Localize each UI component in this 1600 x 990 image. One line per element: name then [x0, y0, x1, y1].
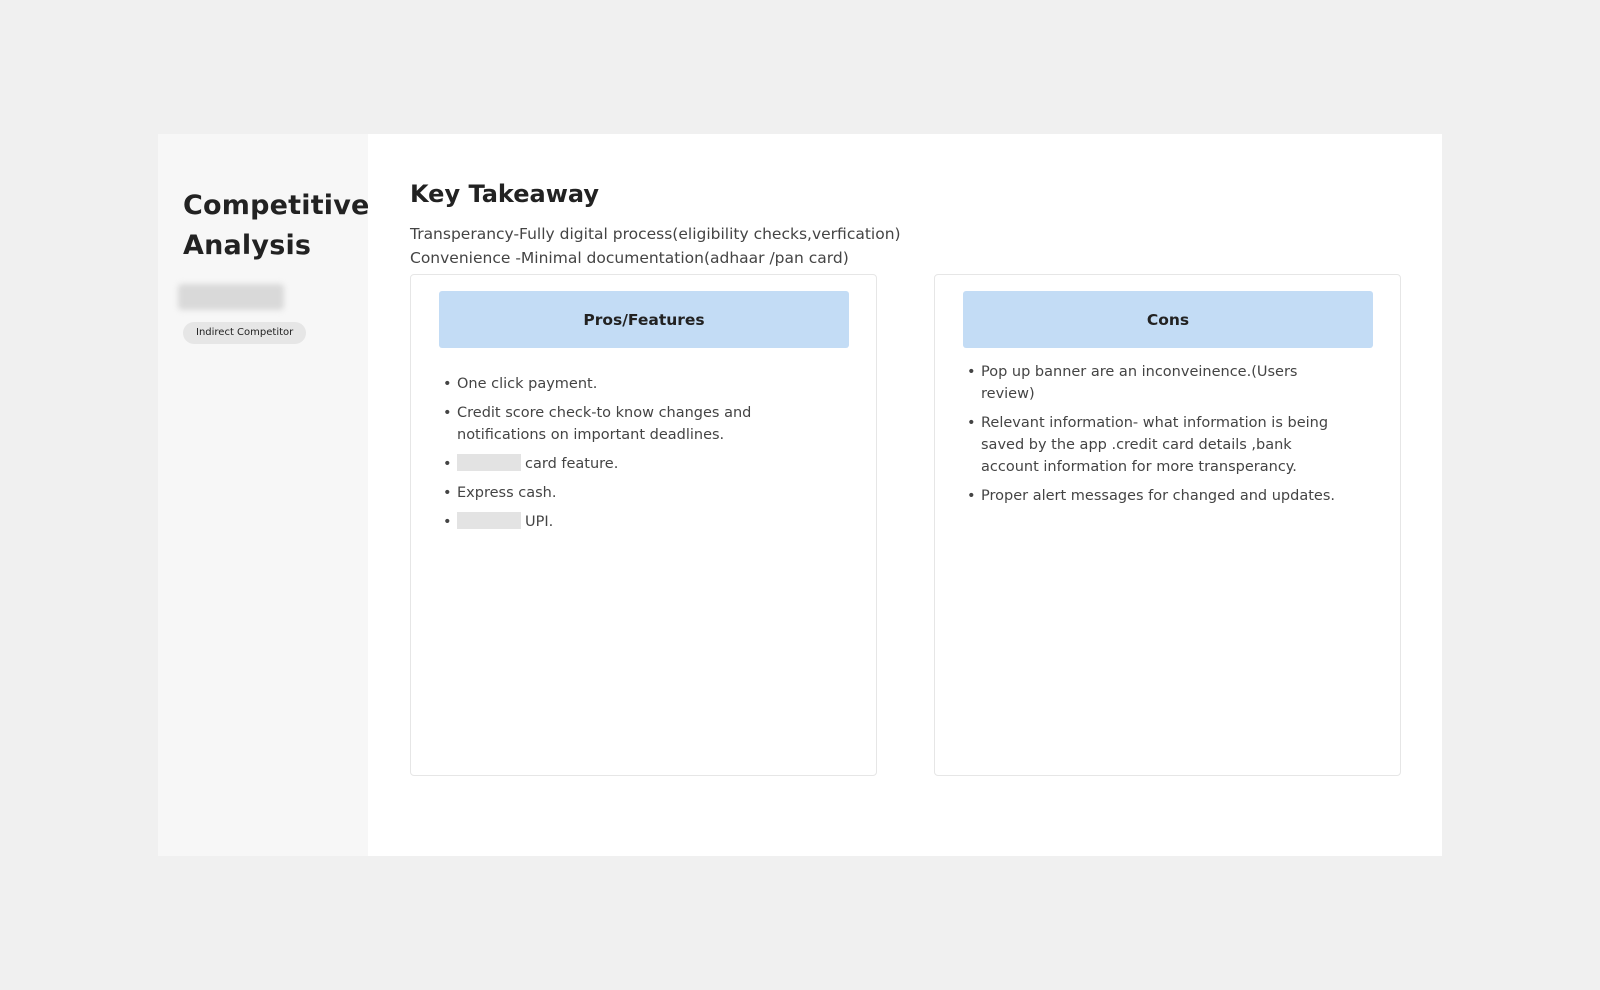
competitor-type-badge: Indirect Competitor: [183, 322, 306, 344]
cons-header: Cons: [963, 291, 1373, 348]
redacted-competitor-name: [178, 284, 284, 310]
sidebar-title: [183, 186, 368, 266]
pros-header: Pros/Features: [439, 291, 849, 348]
cons-panel: [934, 274, 1401, 776]
summary-line-transparency: Transperancy-Fully digital process(eligibility checks,verfication): [410, 225, 901, 243]
redacted-text: [457, 512, 521, 529]
key-takeaway-summary: [410, 222, 901, 270]
sidebar: [158, 134, 368, 856]
summary-line-convenience: Convenience -Minimal documentation(adhaar /pan card): [410, 249, 849, 267]
sidebar-title-line1: Competitive: [183, 190, 370, 221]
list-item: • card feature.: [443, 453, 776, 475]
list-item: • Express cash.: [443, 482, 776, 504]
sidebar-title-line2: Analysis: [183, 230, 312, 261]
cons-list: [967, 361, 1350, 514]
pros-panel: [410, 274, 877, 776]
redacted-text: [457, 454, 521, 471]
list-item: • Proper alert messages for changed and updates.: [967, 485, 1350, 507]
main-content: [368, 134, 1442, 856]
list-item: • UPI.: [443, 511, 776, 533]
list-item: • One click payment.: [443, 373, 776, 395]
slide: [158, 134, 1442, 856]
list-item: • Relevant information- what information is being saved by the app .credit card details ,bank account information for more transperancy.: [967, 412, 1350, 478]
key-takeaway-title: Key Takeaway: [410, 180, 599, 208]
pros-list: [443, 373, 776, 540]
list-item: • Credit score check-to know changes and notifications on important deadlines.: [443, 402, 776, 446]
list-item: • Pop up banner are an inconveinence.(Users review): [967, 361, 1350, 405]
